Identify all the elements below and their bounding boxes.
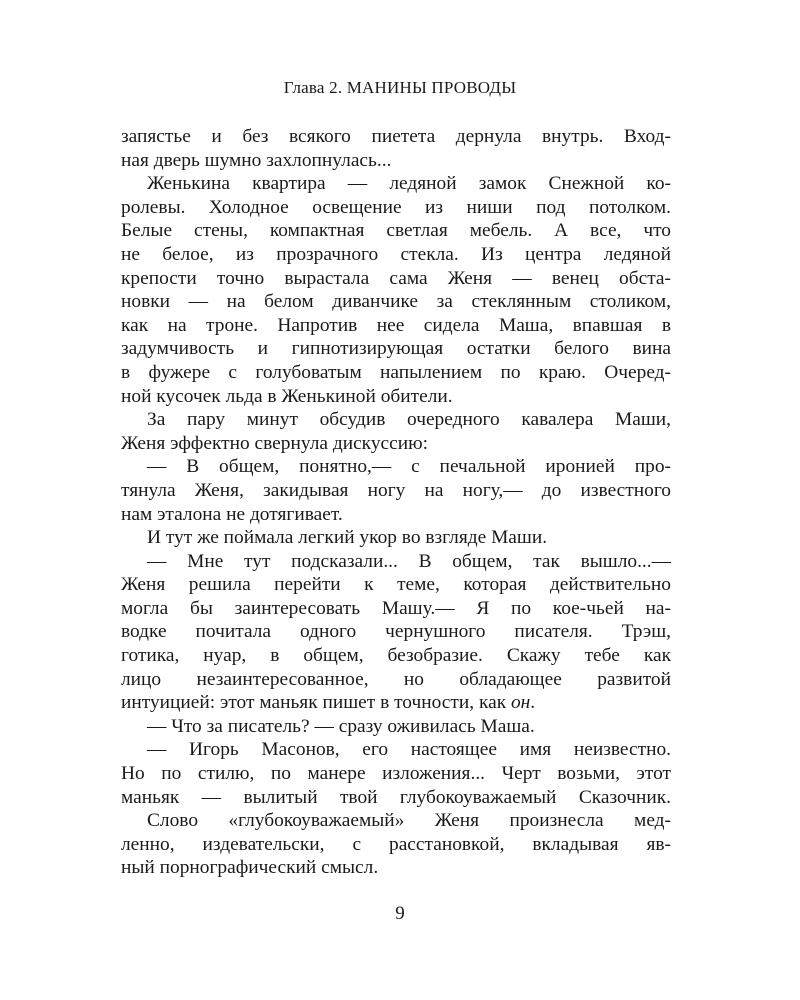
text-line: запястье и без всякого пиетета дернула внутрь. Вход- [121,126,671,147]
running-head: Глава 2. МАНИНЫ ПРОВОДЫ [283,78,517,97]
text-line: ная дверь шумно захлопнулась... [121,149,392,171]
text-line: — Мне тут подсказали... В общем, так вышло...— [147,550,671,572]
text-line: ный порнографический смысл. [121,857,379,879]
text-line: ролевы. Холодное освещение из ниши под потолком. [121,196,671,218]
text-line: как на троне. Напротив нее сидела Маша, впавшая в [121,314,671,336]
text-line: Но по стилю, по манере изложения... Черт возьми, этот [121,763,671,785]
text-line: готика, нуар, в общем, безобразие. Скажу тебе как [121,645,671,667]
text-line: не белое, из прозрачного стекла. Из центра ледяной [121,243,671,265]
text-line: интуицией: этот маньяк пишет в точности, как он. [121,692,536,714]
text-line: Женя эффектно свернула дискуссию: [121,432,428,454]
text-line: ной кусочек льда в Женькиной обители. [121,385,453,407]
text-line: маньяк — вылитый твой глубокоуважаемый Сказочник. [121,786,671,808]
text-line: — Игорь Масонов, его настоящее имя неизвестно. [147,739,671,761]
text-line: в фужере с голубоватым напылением по краю. Очеред- [121,361,671,383]
text-line: задумчивость и гипнотизирующая остатки белого вина [121,338,671,360]
text-line: — В общем, понятно,— с печальной иронией про- [147,456,671,478]
body-text [121,125,671,880]
text-line: тянула Женя, закидывая ногу на ногу,— до известного [121,479,671,501]
text-line: Женькина квартира — ледяной замок Снежной ко- [147,173,671,195]
text-line: водке почитала одного чернушного писателя. Трэш, [121,621,671,643]
text-line: ленно, издевательски, с расстановкой, вкладывая яв- [121,833,671,855]
text-line: — Что за писатель? — сразу оживилась Маша. [147,715,535,737]
text-line: За пару минут обсудив очередного кавалера Маши, [147,409,671,431]
text-line: И тут же поймала легкий укор во взгляде Маши. [147,527,548,549]
text-line: крепости точно вырастала сама Женя — венец обста- [121,267,671,289]
text-line: могла бы заинтересовать Машу.— Я по кое-чьей на- [121,597,671,619]
text-line: лицо незаинтересованное, но обладающее развитой [121,668,671,690]
text-line: нам эталона не дотягивает. [121,503,343,525]
text-line: Белые стены, компактная светлая мебель. А все, что [121,220,671,242]
text-line: Женя решила перейти к теме, которая действительно [121,574,671,596]
page-number: 9 [395,903,405,924]
text-line: новки — на белом диванчике за стеклянным столиком, [121,291,671,313]
text-line: Слово «глубокоуважаемый» Женя произнесла мед- [147,810,671,832]
